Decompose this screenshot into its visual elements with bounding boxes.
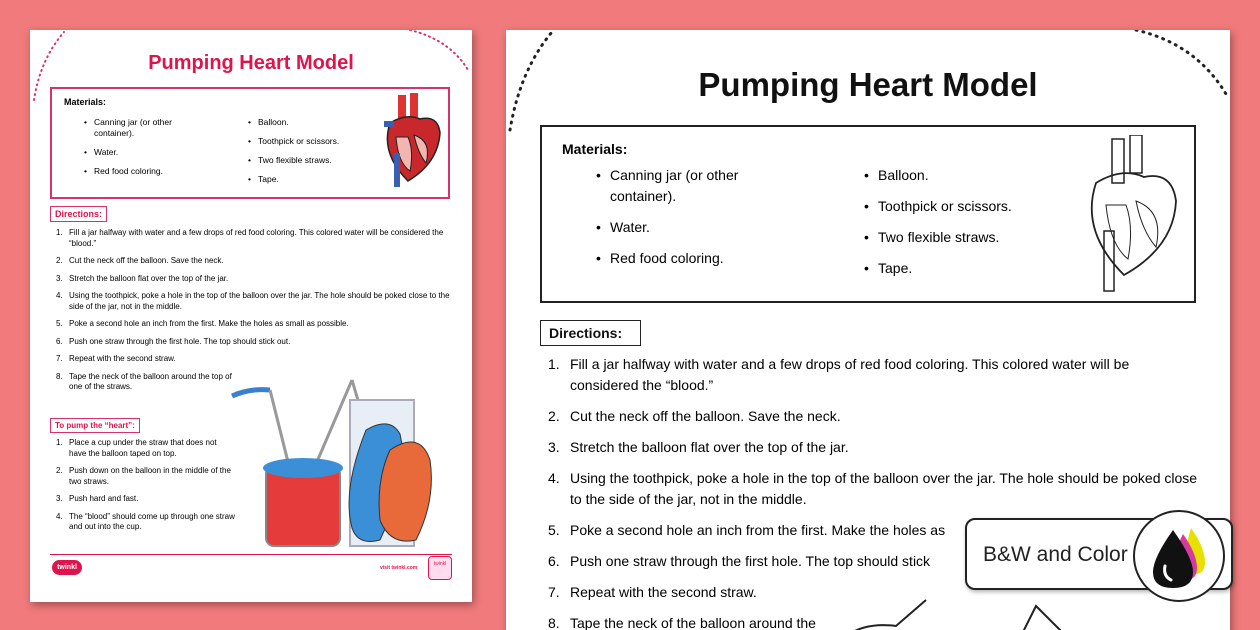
materials-label: Materials: <box>64 97 107 107</box>
list-item: • Balloon. <box>248 117 358 128</box>
materials-list-left <box>84 117 204 185</box>
list-item: 8. Tape the neck of the balloon around the top of one of the straws. <box>56 371 232 391</box>
directions-label: Directions: <box>540 320 641 346</box>
list-item: 4. Using the toothpick, poke a hole in the top of the balloon over the jar. The hole should be poked close to the side of the jar, not in the middle. <box>548 470 1198 507</box>
pump-steps-list <box>56 438 236 540</box>
list-item: 3. Push hard and fast. <box>56 494 139 503</box>
list-item: 2. Push down on the balloon in the middle of the two straws. <box>56 466 231 486</box>
list-item: • Balloon. <box>864 165 1064 186</box>
pump-label: To pump the “heart”: <box>50 418 140 433</box>
list-item: 1. Fill a jar halfway with water and a few drops of red food coloring. This colored water will be considered the “blood.” <box>548 356 1130 393</box>
heart-diagram-icon <box>380 93 444 193</box>
list-item: • Water. <box>84 147 204 158</box>
list-item: 4. The “blood” should come up through one straw and out into the cup. <box>56 511 235 531</box>
footer-site-link[interactable]: visit twinkl.com <box>380 565 418 571</box>
ink-drops-icon <box>1133 510 1225 602</box>
list-item: • Two flexible straws. <box>248 155 358 166</box>
straw-sketch-illustration <box>836 596 1076 630</box>
list-item: 1. Place a cup under the straw that does not have the balloon taped on top. <box>56 438 217 458</box>
list-item: 2. Cut the neck off the balloon. Save the neck. <box>548 408 841 424</box>
materials-list-left <box>596 165 796 279</box>
page-title: Pumping Heart Model <box>698 66 1038 103</box>
list-item: 7. Repeat with the second straw. <box>56 354 176 363</box>
materials-list-right <box>864 165 1064 289</box>
list-item: 5. Poke a second hole an inch from the first. Make the holes as <box>548 522 946 538</box>
list-item: 1. Fill a jar halfway with water and a few drops of red food coloring. This colored water will be considered the “blood.” <box>56 228 444 248</box>
bw-color-badge <box>965 518 1233 590</box>
materials-box <box>50 87 450 199</box>
materials-list-right <box>248 117 358 193</box>
list-item: • Canning jar (or other container). <box>596 165 796 207</box>
list-item: • Canning jar (or other container). <box>84 117 204 139</box>
list-item: • Water. <box>596 217 796 238</box>
list-item: 3. Stretch the balloon flat over the top of the jar. <box>56 273 229 283</box>
materials-box <box>540 125 1196 303</box>
color-worksheet <box>30 30 472 602</box>
list-item: 2. Cut the neck off the balloon. Save the neck. <box>56 256 224 265</box>
materials-label: Materials: <box>562 141 628 157</box>
footer-badge: twinkl <box>428 556 452 580</box>
list-item: 6. Push one straw through the first hole. The top should stick <box>548 553 931 569</box>
list-item: 4. Using the toothpick, poke a hole in the top of the balloon over the jar. The hole should be poked close to the side of the jar, not in the middle. <box>56 291 450 311</box>
jar-experiment-illustration <box>230 370 470 550</box>
page-title: Pumping Heart Model <box>148 52 354 74</box>
list-item: • Toothpick or scissors. <box>248 136 358 147</box>
twinkl-logo: twinkl <box>52 560 82 575</box>
list-item: • Red food coloring. <box>84 166 204 177</box>
list-item: 7. Repeat with the second straw. <box>548 584 757 600</box>
directions-label: Directions: <box>50 206 107 222</box>
list-item: • Red food coloring. <box>596 248 796 269</box>
heart-outline-icon <box>1082 135 1182 295</box>
list-item: 8. Tape the neck of the balloon around the <box>548 615 816 630</box>
footer-divider <box>50 554 452 555</box>
list-item: 6. Push one straw through the first hole. The top should stick out. <box>56 336 291 346</box>
list-item: • Tape. <box>864 258 1064 279</box>
list-item: • Two flexible straws. <box>864 227 1064 248</box>
list-item: • Toothpick or scissors. <box>864 196 1064 217</box>
list-item: 5. Poke a second hole an inch from the first. Make the holes as small as possible. <box>56 319 349 328</box>
bw-color-label: B&W and Color <box>983 543 1128 566</box>
list-item: 3. Stretch the balloon flat over the top of the jar. <box>548 439 849 455</box>
list-item: • Tape. <box>248 174 358 185</box>
